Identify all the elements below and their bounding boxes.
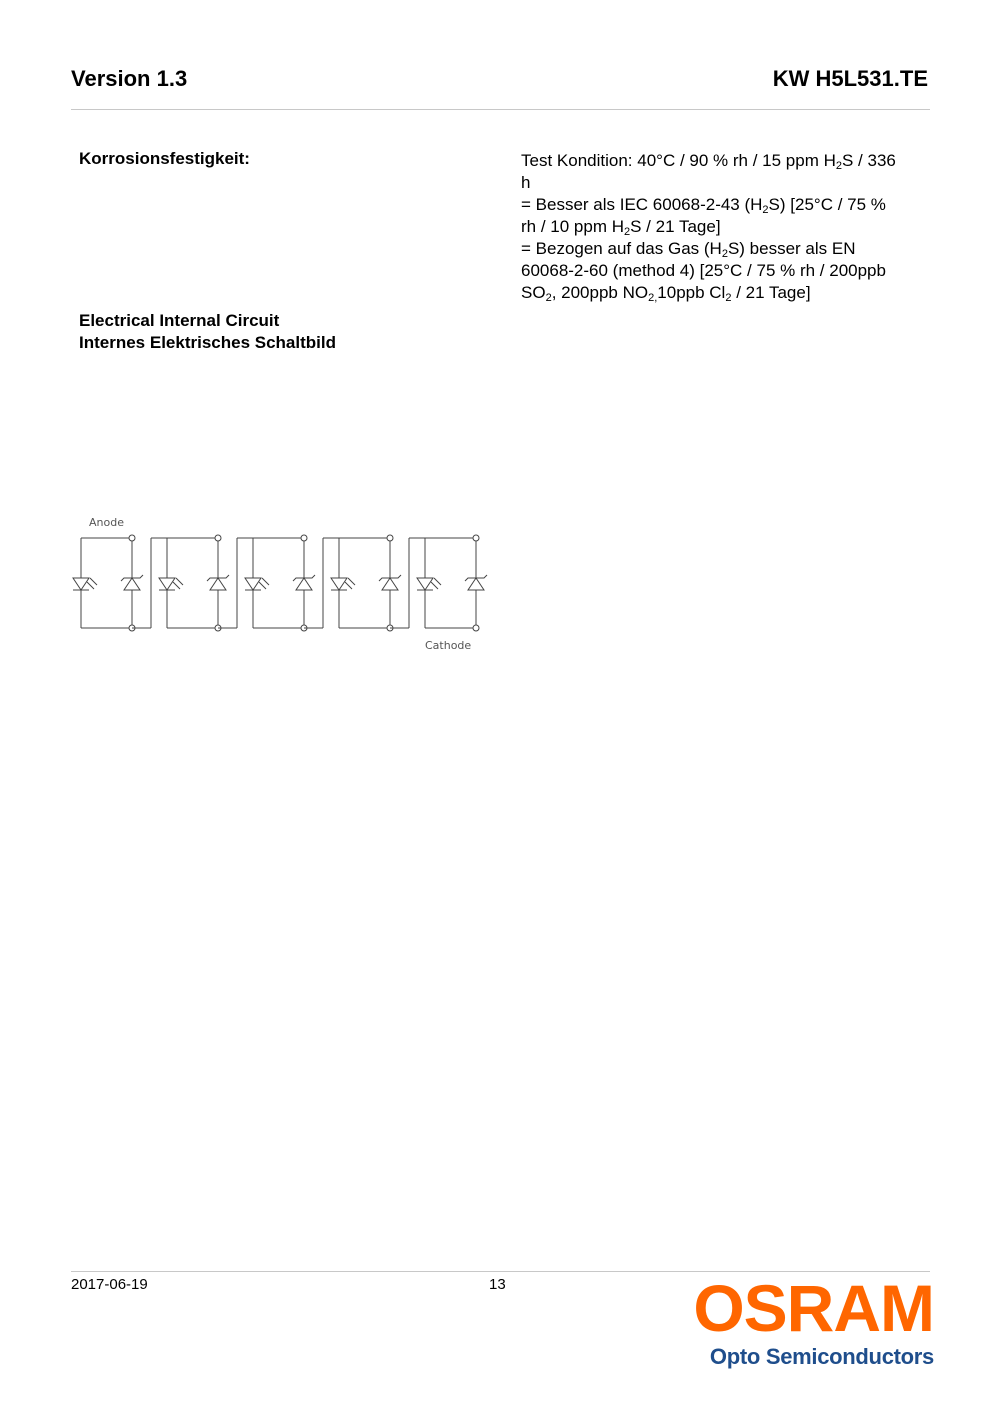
emission-arrow [87,582,94,589]
spec-line: $SO_2$, 200ppb $NO_{2,}10ppb$ $Cl_2 / 21$ Tage] [521,283,811,304]
zener-icon [468,578,484,590]
emission-arrow [90,578,97,585]
spec-line: 60068-2-60 (method 4) [25°C / 75 % rh / 200ppb [521,261,886,280]
terminal-dot [301,535,307,541]
led-icon [73,578,89,590]
spec-line: = Besser als IEC 60068-2-43 $(H_2S)$ [25°C / 75 % [521,195,886,216]
circuit-title-de: Internes Elektrisches Schaltbild [79,333,336,352]
zener-icon [296,578,312,590]
led-icon [331,578,347,590]
spec-line: Test Kondition: 40°C / 90 % rh / 15 ppm $H_2S / 336$ [521,151,896,172]
cathode-label: Cathode [425,639,472,652]
terminal-dot [215,535,221,541]
circuit-stages [73,535,487,631]
emission-arrow [176,578,183,585]
led-icon [245,578,261,590]
header-divider [71,109,930,110]
page-number: 13 [489,1276,506,1293]
emission-arrow [345,582,352,589]
circuit-diagram [65,508,495,658]
emission-arrow [434,578,441,585]
circuit-title [79,310,336,354]
corrosion-spec [521,150,931,304]
logo-brand: OSRAM [693,1271,934,1345]
osram-logo [676,1272,938,1377]
anode-label: Anode [89,516,124,529]
zener-icon [382,578,398,590]
terminal-dot [387,535,393,541]
emission-arrow [431,582,438,589]
led-icon [417,578,433,590]
circuit-schematic [65,508,495,658]
terminal-dot [473,535,479,541]
emission-arrow [262,578,269,585]
spec-line: h [521,173,531,192]
footer-date: 2017-06-19 [71,1276,148,1293]
zener-icon [124,578,140,590]
product-code: KW H5L531.TE [772,66,928,91]
spec-line: = Bezogen auf das Gas $(H_2S)$ besser als EN [521,239,856,260]
spec-line: rh / 10 ppm $H_2S / 21$ Tage] [521,217,721,238]
zener-icon [210,578,226,590]
led-icon [159,578,175,590]
emission-arrow [348,578,355,585]
terminal-dot [129,535,135,541]
terminal-dot [473,625,479,631]
logo-division: Opto Semiconductors [709,1344,934,1369]
document-version: Version 1.3 [71,66,188,91]
emission-arrow [173,582,180,589]
emission-arrow [259,582,266,589]
corrosion-label: Korrosionsfestigkeit: [79,149,250,168]
circuit-title-en: Electrical Internal Circuit [79,311,280,330]
